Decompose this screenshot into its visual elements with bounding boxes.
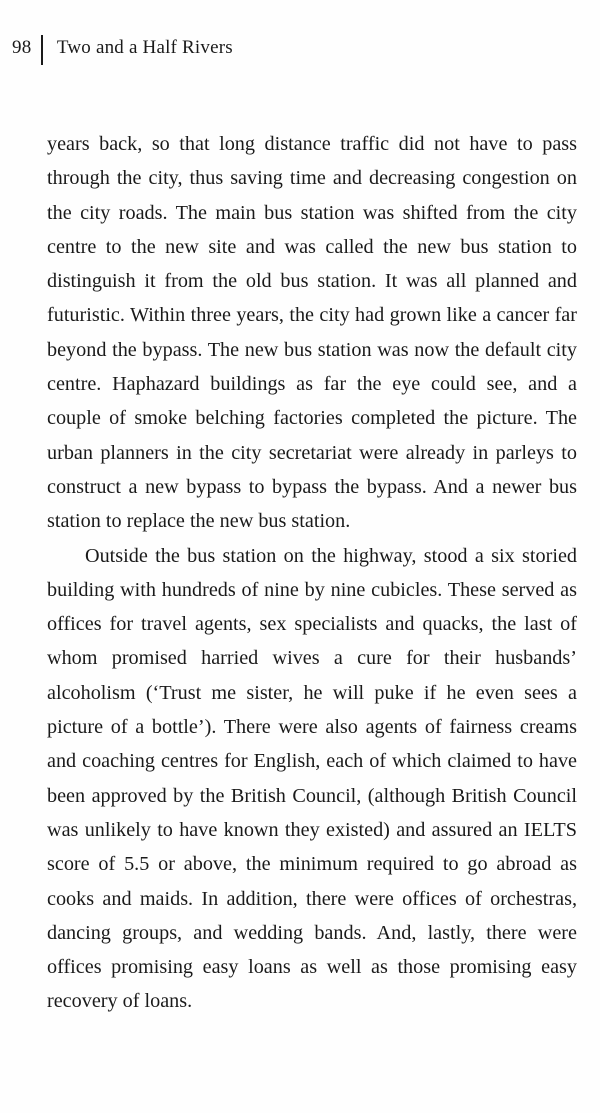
paragraph-bus-station-building: Outside the bus station on the highway, stood a six storied building with hundreds of nine by nine cubicles. These served as offices for travel agents, sex specialists and quacks, the last of whom promised harried wives a cure for their husbands’ alcoholism (‘Trust me sister, he will puke if he even sees a picture of a bottle’). There were also agents of fairness creams and coaching centres for English, each of which claimed to have been approved by the British Council, (although British Council was unlikely to have known they existed) and assured an IELTS score of 5.5 or above, the minimum required to go abroad as cooks and maids. In addition, there were offices of orchestras, dancing groups, and wedding bands. And, lastly, there were offices promising easy loans as well as those promising easy recovery of loans. [47,544,577,1013]
book-title: Two and a Half Rivers [56,37,233,58]
header-divider [41,35,43,65]
paragraph-continuation: years back, so that long distance traffic did not have to pass through the city, thus saving time and decreasing congestion on the city roads. The main bus station was shifted from the city centre to the new site and was called the new bus station to distinguish it from the old bus station. It was all planned and futuristic. Within three years, the city had grown like a cancer far beyond the bypass. The new bus station was now the default city centre. Haphazard buildings as far the eye could see, and a couple of smoke belching factories completed the picture. The urban planners in the city secretariat were already in parleys to construct a new bypass to bypass the bypass. And a newer bus station to replace the new bus station. [47,133,577,533]
body-text [47,127,577,1019]
page-number: 98 [12,37,32,58]
running-head [12,36,233,60]
